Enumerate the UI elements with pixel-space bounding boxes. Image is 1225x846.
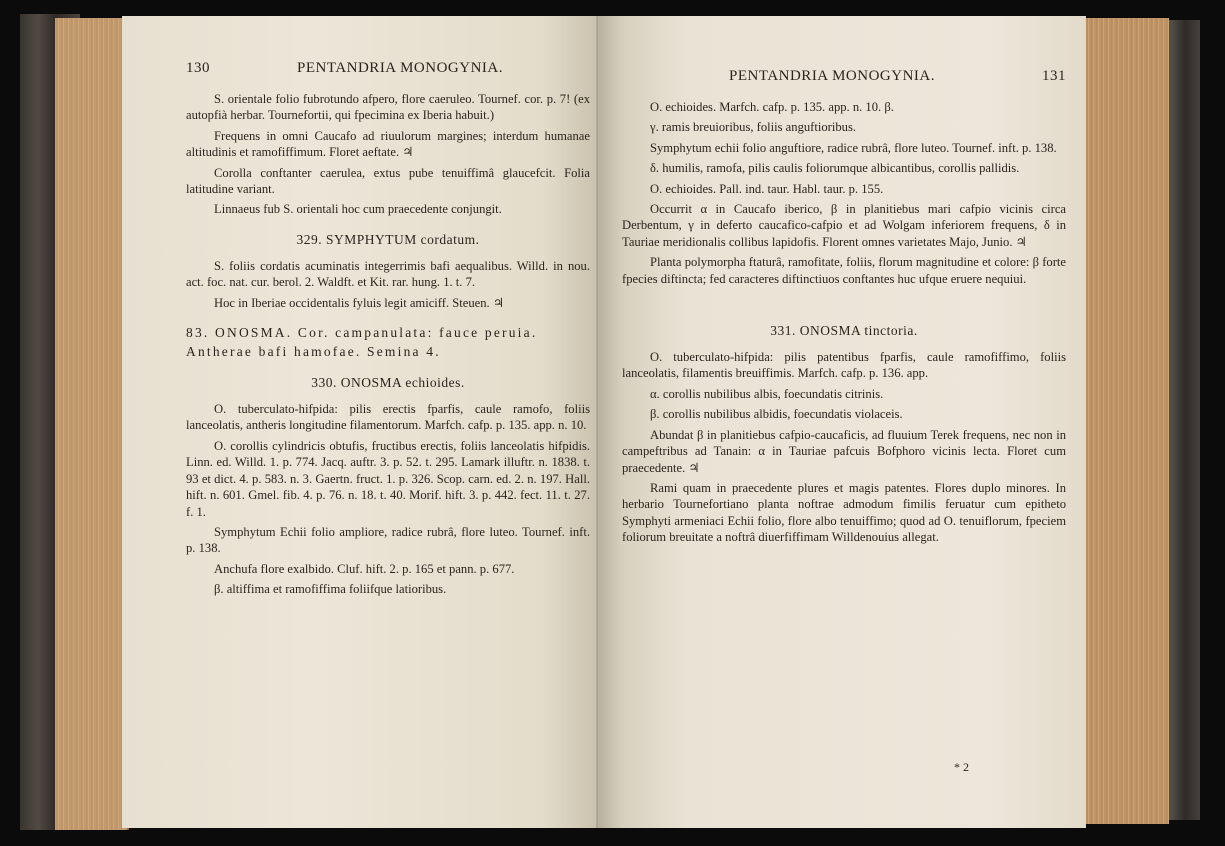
- right-paragraph: O. echioides. Marfch. cafp. p. 135. app. n. 10. β.: [650, 100, 894, 114]
- species-heading-329: 329. SYMPHYTUM cordatum.: [296, 231, 480, 247]
- left-paragraph: S. orientale folio fubrotundo afpero, flore caeruleo. Tournef. cor. p. 7! (ex autopfià herbar. Tournefortii, qui fpecimina ex Iberia habuit.): [186, 92, 590, 123]
- right-page: [598, 16, 1086, 828]
- left-paragraph: β. altiffima et ramofiffima foliifque latioribus.: [214, 582, 447, 597]
- right-paragraph: Occurrit α in Caucafo iberico, β in planitiebus mari cafpio vicinis circa Derbentum, γ in deferto caucafico-cafpio et ad Wolgam inferiorem frequens, δ in Tauriae meridionalis collibus lapidofis. Florent omnes varietates Majo, Junio. ♃: [622, 202, 1066, 249]
- left-paragraph: O. corollis cylindricis obtufis, fructibus erectis, foliis lanceolatis hifpidis. Linn. ed. Willd. 1. p. 774. Jacq. auftr. 3. p. 52. t. 295. Lamark illuftr. n. 1838. t. 93 et dict. 4. p. 583. n. 3. Gaertn. fruct. 1. p. 326. Scop. carn. ed. 2. n. 197. Hall. hift. n. 601. Gmel. fib. 4. p. 76. n. 18. t. 40. Morif. hift. 3. p. 442. fect. 11. t. 27. f. 1.: [186, 438, 590, 519]
- right-paragraph: Rami quam in praecedente plures et magis patentes. Flores duplo minores. In herbario Tournefortiano planta noftrae admodum fimilis feruatur cum epitheto Symphyti armeniaci Echii folio, flore albo tenuiffimo; quod ad O. tenuiflorum, fpeciem foliorum breuitate a noftrâ diuerfiffimam Willdenouius allegat.: [622, 480, 1066, 545]
- right-paragraph: O. tuberculato-hifpida: pilis patentibus fparfis, caule ramofiffimo, foliis lanceolatis, filamentis breuiffimis. Marfch. cafp. p. 136. app.: [622, 350, 1066, 381]
- signature-mark: * 2: [954, 760, 969, 774]
- left-paragraph: Hoc in Iberiae occidentalis fyluis legit amiciff. Steuen. ♃: [214, 295, 505, 310]
- left-paragraph: Frequens in omni Caucafo ad riuulorum margines; interdum humanae altitudinis et ramofiffimum. Floret aeftate. ♃: [186, 128, 590, 160]
- right-paragraph: O. echioides. Pall. ind. taur. Habl. taur. p. 155.: [650, 181, 884, 196]
- right-paragraph: Planta polymorpha ftaturâ, ramofitate, foliis, florum magnitudine et colore: β forte fpecies diftincta; fed caracteres diftinctiuos conftantes huc ufque eruere nequiui.: [622, 255, 1066, 286]
- species-heading-330: 330. ONOSMA echioides.: [311, 375, 465, 391]
- genus-heading-83: 83. ONOSMA. Cor. campanulata: fauce peruia. Antherae bafi hamofae. Semina 4.: [186, 325, 538, 360]
- left-paragraph: Linnaeus fub S. orientali hoc cum praecedente conjungit.: [214, 202, 502, 217]
- right-page-number: 131: [1042, 68, 1066, 84]
- left-paragraph: Symphytum Echii folio ampliore, radice rubrâ, flore luteo. Tournef. inft. p. 138.: [186, 524, 590, 556]
- right-paragraph: β. corollis nubilibus albidis, foecundatis violaceis.: [650, 407, 903, 422]
- left-paragraph: Corolla conftanter caerulea, extus pube tenuiffimâ glaucefcit. Folia latitudine variant.: [186, 165, 590, 197]
- left-page: [122, 16, 600, 828]
- right-paragraph: γ. ramis breuioribus, foliis anguftioribus.: [650, 120, 856, 135]
- left-paragraph: O. tuberculato-hifpida: pilis erectis fparfis, caule ramofo, foliis lanceolatis, antheris longitudine filamentorum. Marfch. cafp. p. 135. app. n. 10.: [186, 402, 590, 433]
- right-running-head: [622, 68, 1066, 85]
- left-paragraph: Anchufa flore exalbido. Cluf. hift. 2. p. 165 et pann. p. 677.: [214, 561, 515, 576]
- right-paragraph: Symphytum echii folio anguftiore, radice rubrâ, flore luteo. Tournef. inft. p. 138.: [650, 140, 1057, 155]
- left-header-title: PENTANDRIA MONOGYNIA.: [297, 60, 503, 76]
- left-paragraph: S. foliis cordatis acuminatis integerrimis bafi aequalibus. Willd. in nou. act. foc. nat. cur. berol. 2. Waldft. et Kit. rar. hung. 1. t. 7.: [186, 258, 590, 290]
- left-page-number: 130: [186, 60, 210, 76]
- page-edges-left: [55, 18, 129, 830]
- right-paragraph: δ. humilis, ramofa, pilis caulis foliorumque albicantibus, corollis pallidis.: [650, 161, 1020, 176]
- left-running-head: [186, 60, 590, 77]
- page-edges-right: [1083, 18, 1169, 824]
- right-paragraph: Abundat β in planitiebus cafpio-caucaficis, ad fluuium Terek frequens, nec non in campeftribus ad Tanain: α in Tauriae pafcuis Bofphoro vicinis lecta. Floret cum praecedente. ♃: [622, 427, 1066, 475]
- species-heading-331: 331. ONOSMA tinctoria.: [770, 323, 918, 339]
- right-paragraph: α. corollis nubilibus albis, foecundatis citrinis.: [650, 386, 884, 401]
- right-header-title: PENTANDRIA MONOGYNIA.: [729, 68, 935, 84]
